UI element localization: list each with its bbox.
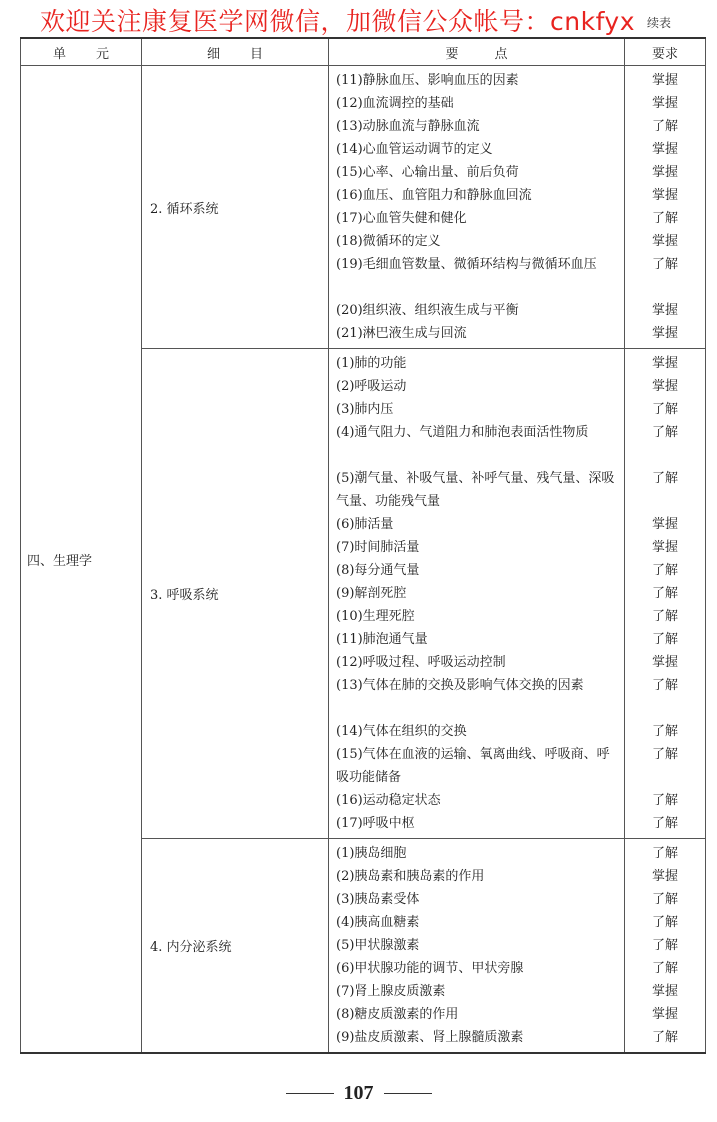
header-points: 要点: [329, 38, 625, 66]
requirement-value: 了解: [651, 892, 678, 907]
point-item: (3)胰岛素受体: [336, 892, 420, 907]
header-row: [21, 38, 706, 66]
point-item: (9)解剖死腔: [336, 586, 407, 601]
point-item: (6)甲状腺功能的调节、甲状旁腺: [336, 961, 524, 976]
point-item: (14)气体在组织的交换: [336, 724, 467, 739]
requirement-value: 了解: [651, 724, 678, 739]
point-item: (3)肺内压: [336, 402, 394, 417]
point-item: (2)呼吸运动: [336, 379, 407, 394]
requirement-value: 掌握: [651, 379, 678, 394]
point-item: (17)呼吸中枢: [336, 816, 415, 831]
point-item: (9)盐皮质激素、肾上腺髓质激素: [336, 1030, 524, 1045]
point-item: (16)血压、血管阻力和静脉血回流: [336, 188, 532, 203]
requirement-value: 了解: [651, 563, 678, 578]
point-item: (12)呼吸过程、呼吸运动控制: [336, 655, 506, 670]
point-item: (4)胰高血糖素: [336, 915, 420, 930]
point-item: (1)肺的功能: [336, 356, 407, 371]
point-item: (12)血流调控的基础: [336, 96, 454, 111]
point-item: (13)气体在肺的交换及影响气体交换的因素: [336, 678, 584, 693]
requirement-value: 了解: [651, 846, 678, 861]
point-item: (1)胰岛细胞: [336, 846, 407, 861]
requirement-value: 掌握: [651, 326, 678, 341]
requirement-value: 了解: [651, 1030, 678, 1045]
group-row: [21, 66, 706, 349]
point-item: (15)气体在血液的运输、氧离曲线、呼吸商、呼吸功能储备: [336, 747, 610, 785]
requirement-value: 掌握: [651, 517, 678, 532]
requirement-value: 了解: [651, 747, 678, 762]
point-item: (2)胰岛素和胰岛素的作用: [336, 869, 485, 884]
page-number: 107: [343, 1082, 374, 1104]
requirement-value: 了解: [651, 586, 678, 601]
point-item: (14)心血管运动调节的定义: [336, 142, 493, 157]
requirement-value: 了解: [651, 425, 678, 440]
requirement-value: 掌握: [651, 356, 678, 371]
point-item: (13)动脉血流与静脉血流: [336, 119, 480, 134]
requirement-value: 掌握: [651, 142, 678, 157]
point-item: (8)每分通气量: [336, 563, 420, 578]
requirement-value: 了解: [651, 632, 678, 647]
requirements-cell: [625, 66, 706, 349]
requirement-value: 了解: [651, 961, 678, 976]
requirement-value: 掌握: [651, 96, 678, 111]
requirement-value: 了解: [651, 678, 678, 693]
point-item: (11)静脉血压、影响血压的因素: [336, 73, 519, 88]
footer-rule-right: [384, 1093, 432, 1094]
requirements-cell: [625, 349, 706, 839]
point-item: (7)时间肺活量: [336, 540, 420, 555]
point-item: (4)通气阻力、气道阻力和肺泡表面活性物质: [336, 425, 589, 440]
point-item: (11)肺泡通气量: [336, 632, 428, 647]
requirement-value: 掌握: [651, 73, 678, 88]
header-requirement: 要求: [625, 38, 706, 66]
point-item: (16)运动稳定状态: [336, 793, 441, 808]
requirement-value: 掌握: [651, 540, 678, 555]
points-cell: [329, 349, 625, 839]
requirement-value: 掌握: [651, 869, 678, 884]
point-item: (5)甲状腺激素: [336, 938, 420, 953]
requirement-value: 掌握: [651, 234, 678, 249]
syllabus-table: [20, 37, 706, 1054]
detail-cell: 3. 呼吸系统: [142, 349, 329, 839]
requirement-value: 了解: [651, 211, 678, 226]
unit-cell: 四、生理学: [21, 66, 142, 1054]
requirement-value: 掌握: [651, 1007, 678, 1022]
requirements-cell: [625, 839, 706, 1054]
page-footer: [0, 1082, 717, 1105]
point-item: (18)微循环的定义: [336, 234, 441, 249]
points-cell: [329, 839, 625, 1054]
requirement-value: 掌握: [651, 188, 678, 203]
requirement-value: 了解: [651, 119, 678, 134]
wechat-banner: 欢迎关注康复医学网微信，加微信公众帐号：cnkfyx: [40, 7, 636, 36]
detail-cell: 4. 内分泌系统: [142, 839, 329, 1054]
requirement-value: 了解: [651, 793, 678, 808]
header-unit: 单元: [21, 38, 142, 66]
requirement-value: 了解: [651, 915, 678, 930]
point-item: (21)淋巴液生成与回流: [336, 326, 467, 341]
point-item: (8)糖皮质激素的作用: [336, 1007, 459, 1022]
requirement-value: 了解: [651, 938, 678, 953]
requirement-value: 了解: [651, 816, 678, 831]
requirement-value: 掌握: [651, 984, 678, 999]
detail-cell: 2. 循环系统: [142, 66, 329, 349]
requirement-value: 掌握: [651, 655, 678, 670]
point-item: (6)肺活量: [336, 517, 394, 532]
requirement-value: 掌握: [651, 303, 678, 318]
continued-label: 续表: [647, 16, 672, 30]
requirement-value: 了解: [651, 471, 678, 486]
point-item: (19)毛细血管数量、微循环结构与微循环血压: [336, 257, 597, 272]
point-item: (5)潮气量、补吸气量、补呼气量、残气量、深吸气量、功能残气量: [336, 471, 615, 509]
requirement-value: 了解: [651, 257, 678, 272]
requirement-value: 了解: [651, 609, 678, 624]
points-cell: [329, 66, 625, 349]
point-item: (20)组织液、组织液生成与平衡: [336, 303, 519, 318]
requirement-value: 掌握: [651, 165, 678, 180]
point-item: (17)心血管失健和健化: [336, 211, 467, 226]
footer-rule-left: [286, 1093, 334, 1094]
requirement-value: 了解: [651, 402, 678, 417]
point-item: (7)肾上腺皮质激素: [336, 984, 446, 999]
point-item: (15)心率、心输出量、前后负荷: [336, 165, 519, 180]
point-item: (10)生理死腔: [336, 609, 415, 624]
header-detail: 细目: [142, 38, 329, 66]
